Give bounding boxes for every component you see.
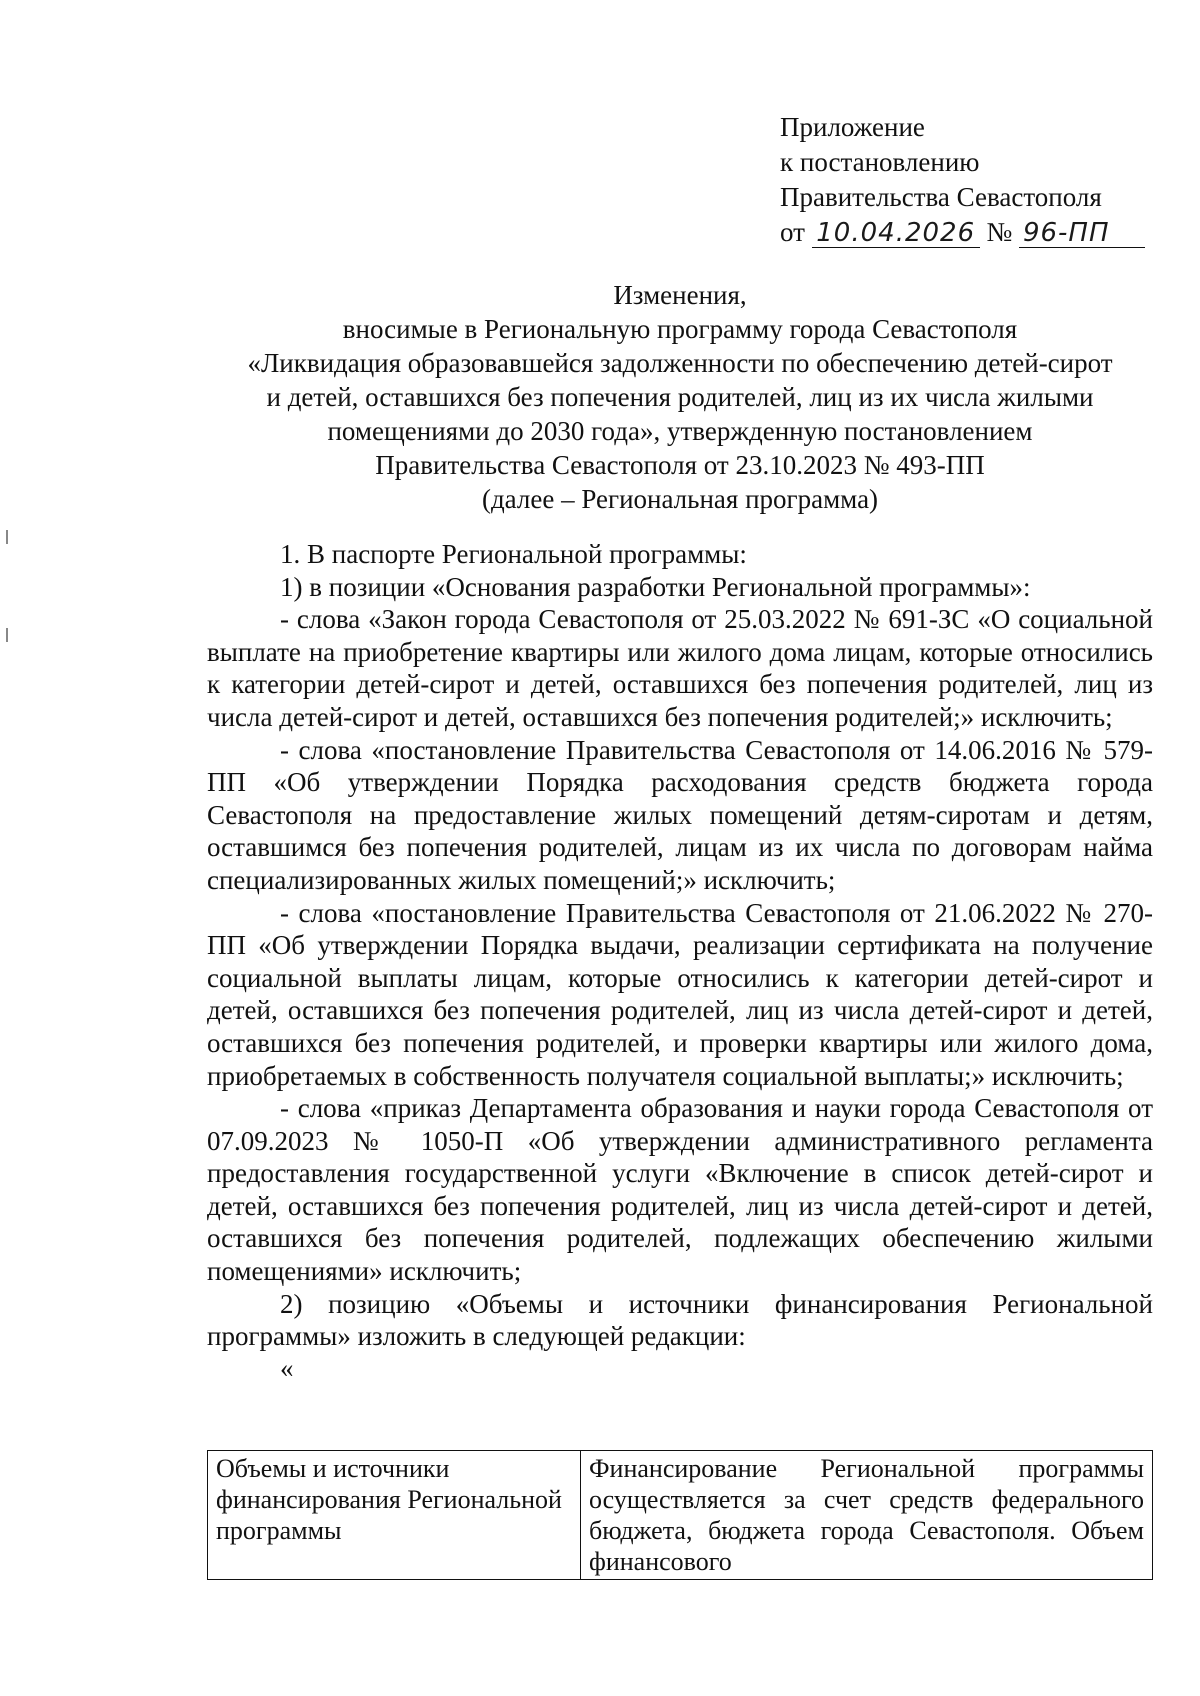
appendix-line: Приложение bbox=[780, 112, 925, 142]
paragraph: - слова «постановление Правительства Севастополя от 21.06.2022 № 270-ПП «Об утверждении Порядка выдачи, реализации сертификата на получение социальной выплаты лицам, которые относились к категории детей-сирот и детей, оставшихся без попечения родителей, лиц из числа детей-сирот и детей, оставшихся без попечения родителей, и проверки квартиры или жилого дома, приобретаемых в собственность получателя социальной выплаты;» исключить; bbox=[207, 897, 1153, 1091]
scan-artifact bbox=[6, 530, 8, 544]
table-row bbox=[208, 1451, 1153, 1580]
paragraph: - слова «постановление Правительства Севастополя от 14.06.2016 № 579-ПП «Об утверждении Порядка расходования средств бюджета города Севастополя на предоставление жилых помещений детям-сиротам и детям, оставшимся без попечения родителей, лицам из их числа по договорам найма специализированных жилых помещений;» исключить; bbox=[207, 734, 1153, 895]
document-body bbox=[207, 538, 1153, 1383]
paragraph: 2) позицию «Объемы и источники финансирования Региональной программы» изложить в следующей редакции: bbox=[207, 1288, 1153, 1352]
from-label: от bbox=[780, 217, 805, 247]
appendix-block bbox=[780, 110, 1145, 250]
appendix-line: Правительства Севастополя bbox=[780, 182, 1102, 212]
paragraph: - слова «Закон города Севастополя от 25.03.2022 № 691-ЗС «О социальной выплате на приобретение квартиры или жилого дома лицам, которые относились к категории детей-сирот и детей, оставшихся без попечения родителей, лиц из числа детей-сирот и детей, оставшихся без попечения родителей;» исключить; bbox=[207, 604, 1153, 732]
table-cell-label: Объемы и источники финансирования Региональной программы bbox=[208, 1451, 581, 1580]
handwritten-number: 96-ПП bbox=[1019, 219, 1145, 248]
title-line: «Ликвидация образовавшейся задолженности по обеспечению детей-сирот bbox=[247, 348, 1113, 378]
appendix-date-line bbox=[780, 215, 1145, 250]
document-title bbox=[200, 278, 1160, 516]
opening-quote: « bbox=[280, 1352, 294, 1383]
financing-table bbox=[207, 1450, 1153, 1580]
title-line: вносимые в Региональную программу города Севастополя bbox=[342, 314, 1018, 344]
title-line: Изменения, bbox=[613, 280, 747, 310]
number-label: № bbox=[986, 217, 1013, 247]
title-line: и детей, оставшихся без попечения родителей, лиц из их числа жилыми bbox=[266, 382, 1094, 412]
title-line: Правительства Севастополя от 23.10.2023 № 493-ПП bbox=[375, 450, 985, 480]
appendix-line: к постановлению bbox=[780, 147, 980, 177]
scan-artifact bbox=[6, 628, 8, 642]
handwritten-date: 10.04.2026 bbox=[812, 219, 980, 248]
title-line: (далее – Региональная программа) bbox=[481, 484, 879, 514]
title-line: помещениями до 2030 года», утвержденную постановлением bbox=[327, 416, 1033, 446]
table-cell-value: Финансирование Региональной программы осуществляется за счет средств федерального бюджета, бюджета города Севастополя. Объем финансового bbox=[581, 1451, 1153, 1580]
paragraph: 1. В паспорте Региональной программы: bbox=[280, 539, 747, 569]
paragraph: - слова «приказ Департамента образования и науки города Севастополя от 07.09.2023 № 1050-П «Об утверждении административного регламента предоставления государственной услуги «Включение в список детей-сирот и детей, оставшихся без попечения родителей, лиц из числа детей-сирот и детей, оставшихся без попечения родителей, подлежащих обеспечению жилыми помещениями» исключить; bbox=[207, 1093, 1153, 1287]
paragraph: 1) в позиции «Основания разработки Региональной программы»: bbox=[280, 571, 1031, 602]
